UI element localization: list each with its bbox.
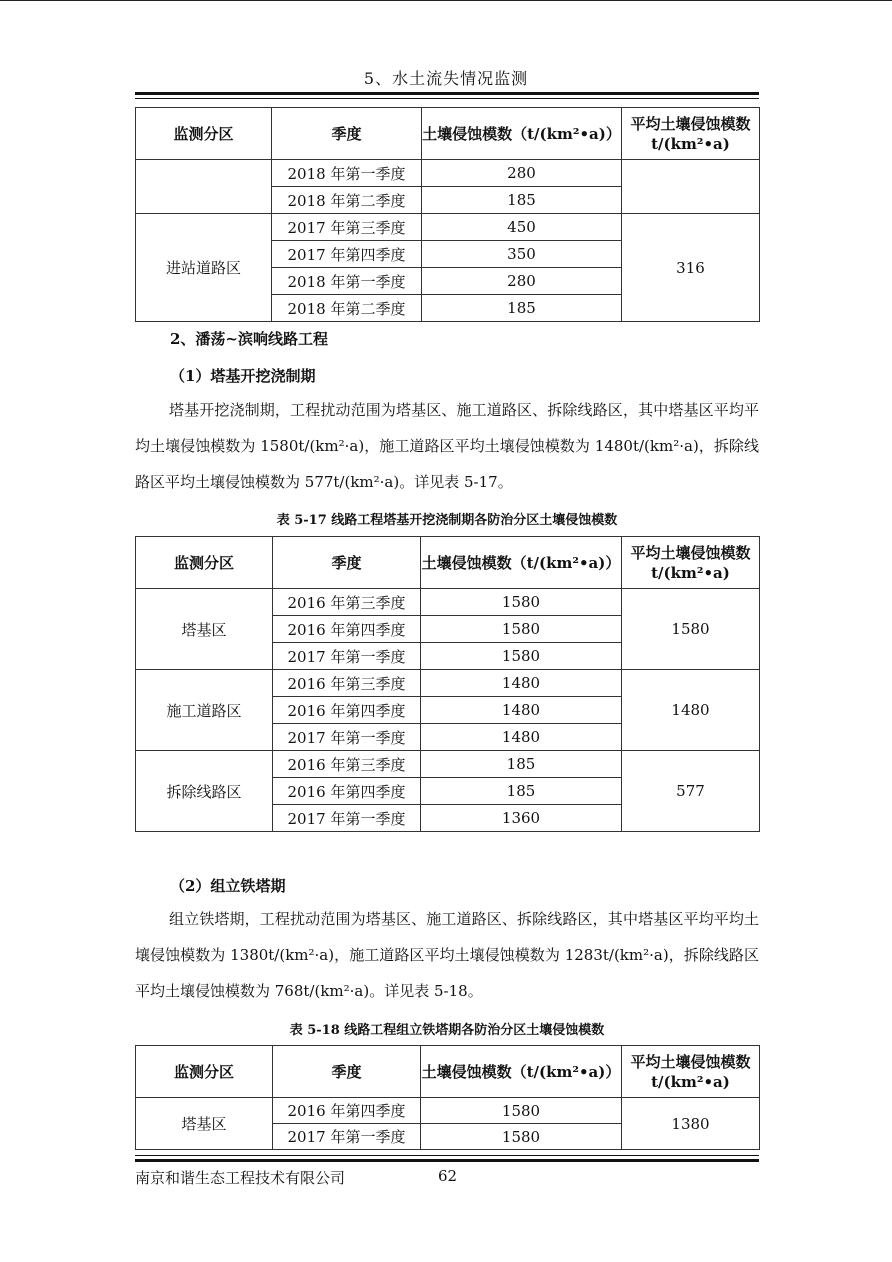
zone-cell: 进站道路区 bbox=[136, 214, 272, 322]
table-row bbox=[136, 160, 760, 187]
value-cell: 1360 bbox=[421, 805, 622, 832]
paragraph bbox=[135, 392, 759, 500]
avg-cell bbox=[622, 160, 760, 214]
zone-cell: 施工道路区 bbox=[136, 670, 273, 751]
value-cell: 1580 bbox=[421, 1098, 622, 1124]
value-cell: 280 bbox=[422, 268, 622, 295]
col-header-zone: 监测分区 bbox=[136, 1046, 273, 1098]
avg-cell: 316 bbox=[622, 214, 760, 322]
season-cell: 2016 年第三季度 bbox=[273, 589, 421, 616]
season-cell: 2017 年第一季度 bbox=[273, 1124, 421, 1150]
header-rule-thick bbox=[135, 92, 759, 95]
value-cell: 185 bbox=[422, 295, 622, 322]
zone-cell bbox=[136, 160, 272, 214]
paragraph-text: 组立铁塔期，工程扰动范围为塔基区、施工道路区、拆除线路区，其中塔基区平均平均土壤侵蚀模数为 1380t/(km²·a)，施工道路区平均土壤侵蚀模数为 1283t/(km²·a)，拆除线路区平均土壤侵蚀模数为 768t/(km²·a)。详见表 5-18。 bbox=[135, 910, 759, 1000]
table-5-18 bbox=[135, 1045, 760, 1150]
value-cell: 450 bbox=[422, 214, 622, 241]
zone-cell: 塔基区 bbox=[136, 1098, 273, 1150]
value-cell: 185 bbox=[421, 778, 622, 805]
table-caption: 表 5-17 线路工程塔基开挖浇制期各防治分区土壤侵蚀模数 bbox=[276, 513, 618, 528]
table-caption: 表 5-18 线路工程组立铁塔期各防治分区土壤侵蚀模数 bbox=[289, 1023, 605, 1038]
col-header-season: 季度 bbox=[273, 537, 421, 589]
value-cell: 1580 bbox=[421, 1124, 622, 1150]
table-row bbox=[136, 589, 760, 616]
season-cell: 2017 年第四季度 bbox=[272, 241, 422, 268]
season-cell: 2017 年第三季度 bbox=[272, 214, 422, 241]
col-header-avg: 平均土壤侵蚀模数 t/(km²•a) bbox=[622, 108, 760, 160]
value-cell: 1580 bbox=[421, 643, 622, 670]
table-row bbox=[136, 751, 760, 778]
avg-cell: 1380 bbox=[622, 1098, 760, 1150]
col-header-season: 季度 bbox=[273, 1046, 421, 1098]
page-header: 5、水土流失情况监测 bbox=[363, 69, 529, 88]
season-cell: 2017 年第一季度 bbox=[273, 643, 421, 670]
season-cell: 2016 年第四季度 bbox=[273, 697, 421, 724]
value-cell: 1480 bbox=[421, 724, 622, 751]
value-cell: 1580 bbox=[421, 589, 622, 616]
table-row bbox=[136, 1098, 760, 1124]
table-row bbox=[136, 670, 760, 697]
avg-cell: 577 bbox=[622, 751, 760, 832]
col-header-avg: 平均土壤侵蚀模数 t/(km²•a) bbox=[622, 537, 760, 589]
col-header-modulus: 土壤侵蚀模数（t/(km²•a)） bbox=[421, 537, 622, 589]
col-header-season: 季度 bbox=[272, 108, 422, 160]
avg-cell: 1480 bbox=[622, 670, 760, 751]
table-continued bbox=[135, 107, 760, 322]
season-cell: 2016 年第四季度 bbox=[273, 1098, 421, 1124]
season-cell: 2016 年第三季度 bbox=[273, 670, 421, 697]
col-header-zone: 监测分区 bbox=[136, 537, 273, 589]
subsection-heading: （1）塔基开挖浇制期 bbox=[170, 367, 316, 385]
avg-cell: 1580 bbox=[622, 589, 760, 670]
value-cell: 185 bbox=[422, 187, 622, 214]
value-cell: 1480 bbox=[421, 670, 622, 697]
season-cell: 2017 年第一季度 bbox=[273, 805, 421, 832]
season-cell: 2017 年第一季度 bbox=[273, 724, 421, 751]
col-header-modulus: 土壤侵蚀模数（t/(km²•a)） bbox=[422, 108, 622, 160]
paragraph bbox=[135, 901, 759, 1009]
value-cell: 185 bbox=[421, 751, 622, 778]
value-cell: 1480 bbox=[421, 697, 622, 724]
table-row bbox=[136, 214, 760, 241]
value-cell: 1580 bbox=[421, 616, 622, 643]
top-border bbox=[0, 0, 892, 1]
section-heading: 2、潘荡~滨响线路工程 bbox=[170, 330, 329, 348]
col-header-zone: 监测分区 bbox=[136, 108, 272, 160]
season-cell: 2018 年第一季度 bbox=[272, 160, 422, 187]
zone-cell: 塔基区 bbox=[136, 589, 273, 670]
page-number: 62 bbox=[438, 1167, 458, 1185]
season-cell: 2018 年第一季度 bbox=[272, 268, 422, 295]
season-cell: 2018 年第二季度 bbox=[272, 187, 422, 214]
table-5-17 bbox=[135, 536, 760, 832]
value-cell: 350 bbox=[422, 241, 622, 268]
col-header-avg: 平均土壤侵蚀模数 t/(km²•a) bbox=[622, 1046, 760, 1098]
zone-cell: 拆除线路区 bbox=[136, 751, 273, 832]
paragraph-text: 塔基开挖浇制期，工程扰动范围为塔基区、施工道路区、拆除线路区，其中塔基区平均平均土壤侵蚀模数为 1580t/(km²·a)，施工道路区平均土壤侵蚀模数为 1480t/(km²·a)，拆除线路区平均土壤侵蚀模数为 577t/(km²·a)。详见表 5-17。 bbox=[135, 401, 759, 491]
footer-company: 南京和谐生态工程技术有限公司 bbox=[135, 1169, 346, 1187]
col-header-modulus: 土壤侵蚀模数（t/(km²•a)） bbox=[421, 1046, 622, 1098]
season-cell: 2016 年第三季度 bbox=[273, 751, 421, 778]
value-cell: 280 bbox=[422, 160, 622, 187]
season-cell: 2016 年第四季度 bbox=[273, 616, 421, 643]
footer-rule-thick bbox=[135, 1159, 759, 1162]
header-rule-thin bbox=[135, 98, 759, 99]
footer-rule-thin bbox=[135, 1155, 759, 1156]
season-cell: 2016 年第四季度 bbox=[273, 778, 421, 805]
season-cell: 2018 年第二季度 bbox=[272, 295, 422, 322]
subsection-heading: （2）组立铁塔期 bbox=[170, 877, 286, 895]
